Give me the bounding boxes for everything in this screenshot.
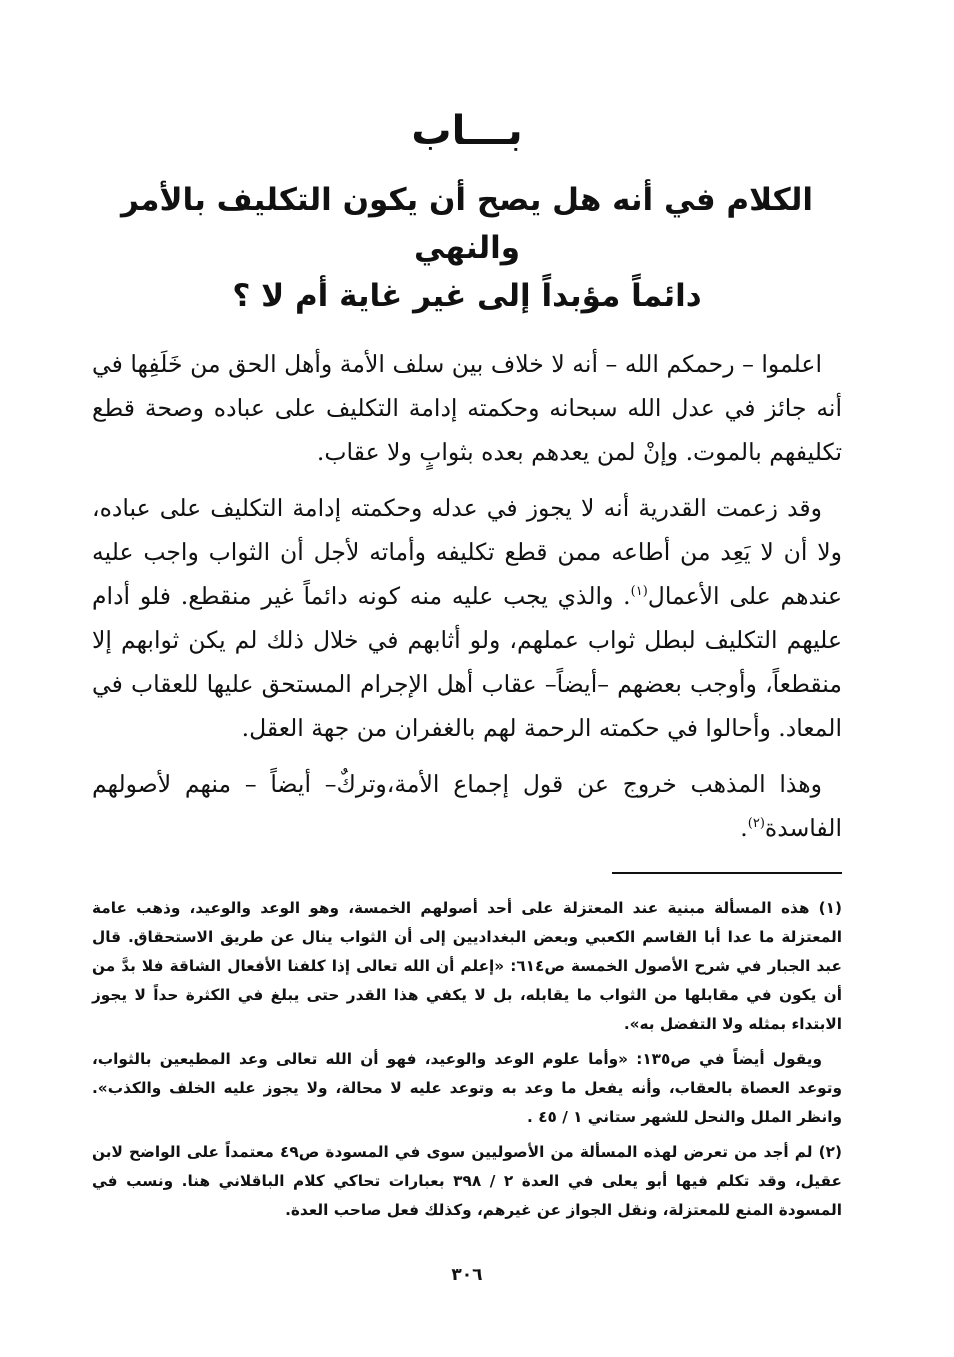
footnote-1-continued: ويقول أيضاً في ص١٣٥: «وأما علوم الوعد والوعيد، فهو أن الله تعالى وعد المطيعين بالثواب، وتوعد العصاة بالعقاب، وأنه يفعل ما وعد به وتوعد عليه لا محالة، ولا يجوز عليه الخلف والكذب». وانظر الملل والنحل للشهر ستاني ١ / ٤٥ . — [92, 1050, 842, 1126]
chapter-title: بـــاب — [411, 108, 523, 154]
paragraph-3-text-after: . — [740, 814, 748, 842]
footnote-2: (٢) لم أجد من تعرض لهذه المسألة من الأصوليين سوى في المسودة ص٤٩ معتمداً على الواضح لابن عقيل، وقد تكلم فيها أبو يعلى في العدة ٢ / ٣٩٨ بعبارات تحاكي كلام الباقلاني هنا. ونسب في المسودة المنع للمعتزلة، ونقل الجواز عن غيرهم، وكذلك فعل صاحب العدة. — [92, 1143, 842, 1219]
footnote-separator — [612, 872, 842, 874]
paragraph-2 — [92, 486, 842, 750]
paragraph-1-text: اعلموا – رحمكم الله – أنه لا خلاف بين سلف الأمة وأهل الحق من خَلَفِها في أنه جائز في عدل الله سبحانه وحكمته إدامة التكليف على عباده وصحة قطع تكليفهم بالموت. وإنْ لمن يعدهم بعده بثوابٍ ولا عقاب. — [92, 350, 842, 466]
section-heading-line-2: دائماً مؤبداً إلى غير غاية أم لا ؟ — [232, 278, 702, 314]
paragraph-2-text-before: وقد زعمت القدرية أنه لا يجوز في عدله وحكمته إدامة التكليف على عباده، ولا أن لا يَعِد من أطاعه ممن قطع تكليفه وأماته لأجل أن الثواب واجب عليه عندهم على الأعمال — [92, 494, 842, 610]
footnote-ref-1[interactable]: (١) — [630, 584, 648, 600]
book-page — [92, 100, 842, 1330]
footnote-ref-2[interactable]: (٢) — [747, 816, 765, 832]
paragraph-3 — [92, 762, 842, 850]
section-heading-line-1: الكلام في أنه هل يصح أن يكون التكليف بالأمر والنهي — [121, 182, 813, 266]
paragraph-3-text-before: وهذا المذهب خروج عن قول إجماع الأمة،وتركٌ– أيضاً – منهم لأصولهم الفاسدة — [92, 770, 842, 842]
page-number: ٣٠٦ — [451, 1265, 483, 1285]
footnote-1: (١) هذه المسألة مبنية عند المعتزلة على أحد أصولهم الخمسة، وهو الوعد والوعيد، وذهب عامة المعتزلة ما عدا أبا القاسم الكعبي وبعض البغداديين إلى أن الثواب ينال عن طريق الاستحقاق. قال عبد الجبار في شرح الأصول الخمسة ص٦١٤: «إعلم أن الله تعالى إذا كلفنا الأفعال الشاقة فلا بدَّ من أن يكون في مقابلها من الثواب ما يقابله، بل لا يكفي هذا القدر حتى يبلغ في الكثرة حداً لا يجوز الابتداء بمثله ولا التفضل به». — [92, 899, 842, 1033]
section-heading — [92, 176, 842, 320]
paragraph-2-text-after: . والذي يجب عليه منه كونه دائماً غير منقطع. فلو أدام عليهم التكليف لبطل ثواب عملهم، ولو أثابهم في خلال ذلك لم يكن ثوابهم إلا منقطعاً، وأوجب بعضهم –أيضاً– عقاب أهل الإجرام المستحق عليها للعقاب في المعاد. وأحالوا في حكمته الرحمة لهم بالغفران من جهة العقل. — [92, 582, 842, 742]
paragraph-1 — [92, 342, 842, 474]
